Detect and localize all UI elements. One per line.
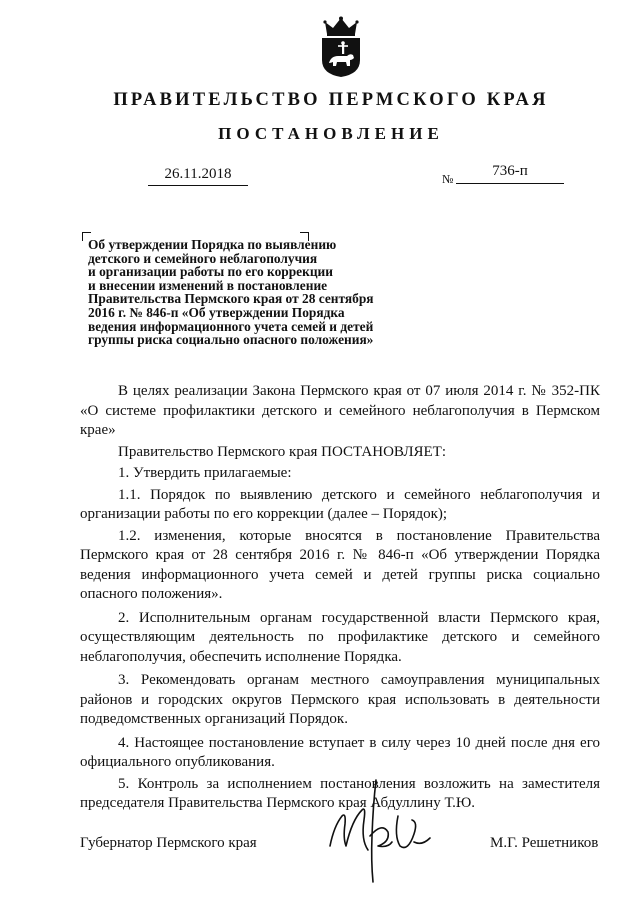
body-paragraph: 2. Исполнительным органам государственной власти Пермского края, осуществляющим деятельность по профилактике детского и семейного неблагополучия, обеспечить исполнение Порядка. bbox=[80, 609, 600, 665]
number-sign: № bbox=[442, 172, 454, 186]
subject-line: Правительства Пермского края от 28 сентября bbox=[88, 291, 374, 307]
coat-of-arms-icon bbox=[319, 16, 363, 78]
document-subject bbox=[88, 238, 418, 347]
subject-line: и организации работы по его коррекции bbox=[88, 264, 333, 280]
body-paragraph: 1. Утвердить прилагаемые: bbox=[118, 465, 292, 481]
body-paragraph: 4. Настоящее постановление вступает в силу через 10 дней после дня его официального опубликования. bbox=[80, 734, 600, 770]
body-paragraph: 5. Контроль за исполнением постановления возложить на заместителя председателя Правительства Пермского края Абдуллину Т.Ю. bbox=[80, 775, 600, 811]
handwritten-signature-icon bbox=[318, 776, 438, 886]
body-paragraph: 1.1. Порядок по выявлению детского и семейного неблагополучия и организации работы по его коррекции (далее – Порядок); bbox=[80, 486, 600, 522]
body-paragraph: 3. Рекомендовать органам местного самоуправления муниципальных районов и городских округов Пермского края использовать в деятельности подведомственных организаций Порядок. bbox=[80, 672, 600, 727]
subject-line: и внесении изменений в постановление bbox=[88, 277, 328, 293]
subject-line: 2016 г. № 846-п «Об утверждении Порядка bbox=[88, 304, 345, 320]
government-title: ПРАВИТЕЛЬСТВО ПЕРМСКОГО КРАЯ bbox=[113, 90, 549, 110]
subject-line: детского и семейного неблагополучия bbox=[88, 250, 318, 266]
body-paragraph: 1.2. изменения, которые вносятся в постановление Правительства Пермского края от 28 сентября 2016 г. № 846-п «Об утверждении Порядка ведения информационного учета семей и детей группы риска социально опасного положения». bbox=[80, 527, 600, 602]
subject-line: Об утверждении Порядка по выявлению bbox=[88, 237, 337, 252]
document-date: 26.11.2018 bbox=[148, 166, 248, 186]
document-type: ПОСТАНОВЛЕНИЕ bbox=[218, 124, 444, 143]
document-body bbox=[80, 382, 600, 814]
signatory-name: М.Г. Решетников bbox=[490, 835, 599, 851]
document-number: 736-п bbox=[456, 163, 564, 184]
body-paragraph: В целях реализации Закона Пермского края от 07 июля 2014 г. № 352-ПК «О системе профилактики детского и семейного неблагополучия в Пермском крае» bbox=[80, 383, 600, 438]
body-paragraph: Правительство Пермского края ПОСТАНОВЛЯЕТ: bbox=[118, 443, 447, 460]
signatory-position: Губернатор Пермского края bbox=[80, 835, 257, 851]
subject-line: группы риска социально опасного положения» bbox=[88, 332, 374, 348]
subject-line: ведения информационного учета семей и детей bbox=[88, 318, 374, 334]
